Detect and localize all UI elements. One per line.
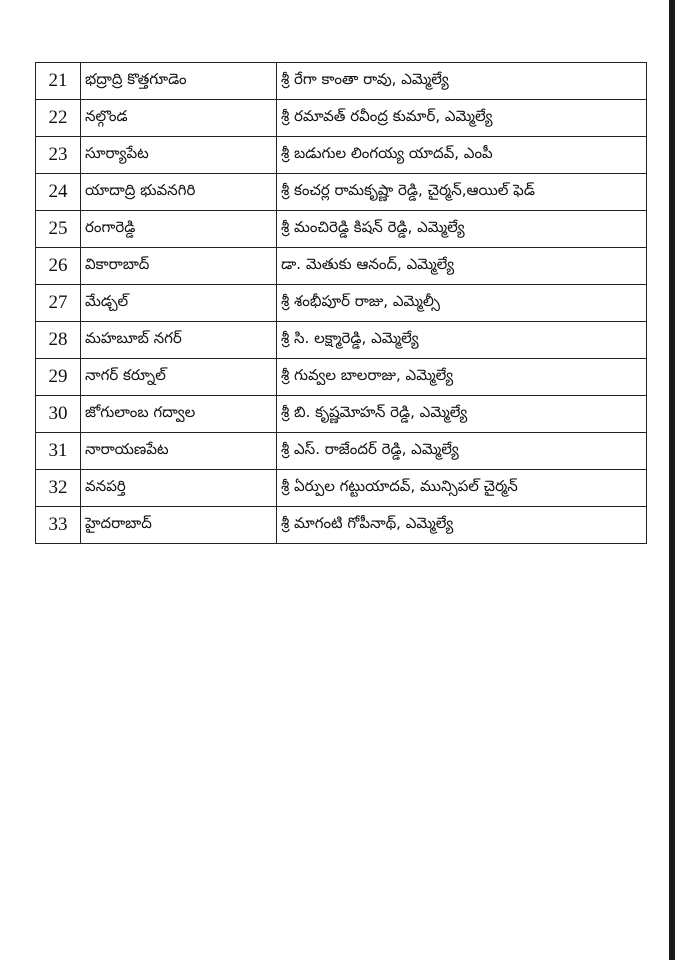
member-name: శ్రీ గువ్వల బాలరాజు, ఎమ్మెల్యే [277,359,647,396]
table-row [36,248,647,285]
row-number: 26 [36,248,81,285]
district-name: నాగర్ కర్నూల్ [81,359,277,396]
member-name: శ్రీ కంచర్ల రామకృష్ణా రెడ్డి, చైర్మన్,ఆయిల్ ఫెడ్ [277,174,647,211]
district-name: జోగులాంబ గద్వాల [81,396,277,433]
district-name: వనపర్తి [81,470,277,507]
district-name: నారాయణపేట [81,433,277,470]
district-name: రంగారెడ్డి [81,211,277,248]
member-name: శ్రీ రేగా కాంతా రావు, ఎమ్మెల్యే [277,63,647,100]
member-name: శ్రీ రమావత్ రవీంద్ర కుమార్, ఎమ్మెల్యే [277,100,647,137]
row-number: 24 [36,174,81,211]
member-name: శ్రీ ఎస్. రాజేందర్ రెడ్డి, ఎమ్మెల్యే [277,433,647,470]
member-name: శ్రీ మాగంటి గోపీనాథ్, ఎమ్మెల్యే [277,507,647,544]
member-name: శ్రీ బడుగుల లింగయ్య యాదవ్, ఎంపీ [277,137,647,174]
table-row [36,396,647,433]
row-number: 25 [36,211,81,248]
district-name: వికారాబాద్ [81,248,277,285]
member-name: శ్రీ బి. కృష్ణమోహన్ రెడ్డి, ఎమ్మెల్యే [277,396,647,433]
table-row [36,359,647,396]
district-name: భద్రాద్రి కొత్తగూడెం [81,63,277,100]
row-number: 27 [36,285,81,322]
member-name: డా. మెతుకు ఆనంద్, ఎమ్మెల్యే [277,248,647,285]
table-row [36,322,647,359]
table-row [36,433,647,470]
table-row [36,174,647,211]
row-number: 31 [36,433,81,470]
district-incharge-table [35,62,647,544]
table-row [36,507,647,544]
district-name: హైదరాబాద్ [81,507,277,544]
district-name: యాదాద్రి భువనగిరి [81,174,277,211]
table-row [36,100,647,137]
table-row [36,470,647,507]
table-row [36,211,647,248]
row-number: 23 [36,137,81,174]
row-number: 32 [36,470,81,507]
row-number: 22 [36,100,81,137]
row-number: 30 [36,396,81,433]
row-number: 33 [36,507,81,544]
table-row [36,285,647,322]
member-name: శ్రీ సి. లక్ష్మారెడ్డి, ఎమ్మెల్యే [277,322,647,359]
district-name: సూర్యాపేట [81,137,277,174]
row-number: 21 [36,63,81,100]
district-name: నల్గొండ [81,100,277,137]
row-number: 29 [36,359,81,396]
table-row [36,137,647,174]
row-number: 28 [36,322,81,359]
district-name: మేడ్చల్ [81,285,277,322]
table-row [36,63,647,100]
member-name: శ్రీ ఏర్పుల గట్టుయాదవ్, మున్సిపల్ చైర్మన్ [277,470,647,507]
member-name: శ్రీ శంభీపూర్ రాజు, ఎమ్మెల్సీ [277,285,647,322]
district-name: మహబూబ్ నగర్ [81,322,277,359]
member-name: శ్రీ మంచిరెడ్డి కిషన్ రెడ్డి, ఎమ్మెల్యే [277,211,647,248]
